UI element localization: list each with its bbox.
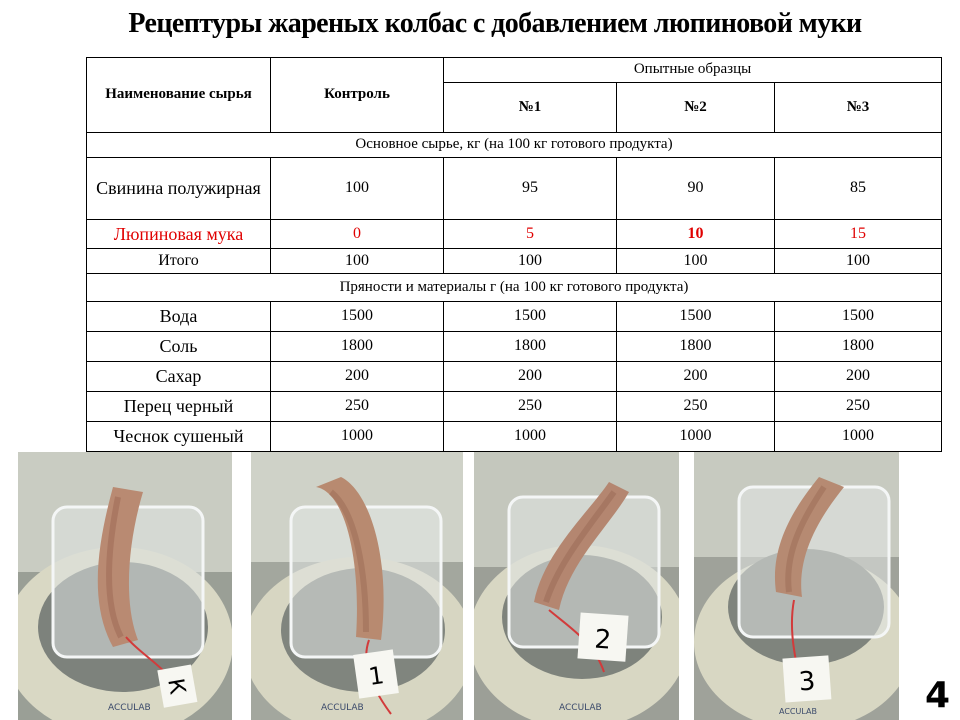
- sausage-photo-control: [18, 452, 232, 720]
- row-name: Итого: [87, 249, 271, 274]
- table-row: [87, 422, 942, 452]
- cell-sample-2: 100: [617, 249, 775, 274]
- table-row: [87, 362, 942, 392]
- scale-brand: ACCULAB: [559, 703, 602, 713]
- cell-sample-3: 250: [775, 392, 942, 422]
- cell-control: 1500: [271, 302, 444, 332]
- cell-sample-3: 1000: [775, 422, 942, 452]
- cell-sample-1: 1500: [444, 302, 617, 332]
- cell-sample-2: 10: [617, 220, 775, 249]
- row-name: Вода: [87, 302, 271, 332]
- cell-control: 0: [271, 220, 444, 249]
- cell-sample-2: 1800: [617, 332, 775, 362]
- cell-sample-3: 85: [775, 158, 942, 220]
- cell-control: 100: [271, 249, 444, 274]
- photo-tag: К: [162, 676, 190, 697]
- photo-tag: 3: [797, 666, 817, 698]
- cell-sample-2: 1500: [617, 302, 775, 332]
- cell-control: 250: [271, 392, 444, 422]
- row-name: Люпиновая мука: [87, 220, 271, 249]
- slide-title: Рецептуры жареных колбас с добавлением люпиновой муки: [128, 8, 862, 39]
- cell-sample-1: 100: [444, 249, 617, 274]
- header-sample-1: №1: [444, 83, 617, 133]
- row-name: Соль: [87, 332, 271, 362]
- cell-control: 1000: [271, 422, 444, 452]
- section-spices: Пряности и материалы г (на 100 кг готового продукта): [87, 274, 942, 302]
- cell-control: 100: [271, 158, 444, 220]
- cell-sample-1: 5: [444, 220, 617, 249]
- cell-sample-2: 250: [617, 392, 775, 422]
- sausage-photo-sample-1: [251, 452, 463, 720]
- cell-sample-1: 95: [444, 158, 617, 220]
- cell-sample-3: 15: [775, 220, 942, 249]
- cell-control: 200: [271, 362, 444, 392]
- cell-sample-1: 1800: [444, 332, 617, 362]
- cell-sample-3: 100: [775, 249, 942, 274]
- table-row: [87, 249, 942, 274]
- row-name: Чеснок сушеный: [87, 422, 271, 452]
- row-name: Сахар: [87, 362, 271, 392]
- recipe-table: [86, 57, 942, 452]
- sausage-photo-sample-2: [474, 452, 679, 720]
- header-experimental: Опытные образцы: [444, 58, 942, 83]
- header-sample-2: №2: [617, 83, 775, 133]
- page-number: 4: [924, 675, 950, 716]
- header-ingredient: Наименование сырья: [87, 58, 271, 133]
- cell-sample-1: 200: [444, 362, 617, 392]
- cell-sample-2: 90: [617, 158, 775, 220]
- header-control: Контроль: [271, 58, 444, 133]
- table-row: [87, 220, 942, 249]
- photo-tag: 2: [593, 624, 613, 656]
- scale-brand: ACCULAB: [108, 703, 151, 713]
- cell-sample-2: 1000: [617, 422, 775, 452]
- cell-sample-3: 200: [775, 362, 942, 392]
- cell-sample-1: 250: [444, 392, 617, 422]
- table-row: [87, 302, 942, 332]
- table-row: [87, 332, 942, 362]
- table-row: [87, 158, 942, 220]
- cell-sample-2: 200: [617, 362, 775, 392]
- table-row: [87, 392, 942, 422]
- section-main-raw: Основное сырье, кг (на 100 кг готового продукта): [87, 133, 942, 158]
- cell-control: 1800: [271, 332, 444, 362]
- cell-sample-3: 1500: [775, 302, 942, 332]
- header-sample-3: №3: [775, 83, 942, 133]
- scale-brand: ACCULAB: [779, 707, 817, 716]
- photo-tag: 1: [366, 661, 386, 691]
- row-name: Свинина полужирная: [87, 158, 271, 220]
- cell-sample-3: 1800: [775, 332, 942, 362]
- sausage-photo-sample-3: [694, 452, 899, 720]
- cell-sample-1: 1000: [444, 422, 617, 452]
- scale-brand: ACCULAB: [321, 703, 364, 713]
- row-name: Перец черный: [87, 392, 271, 422]
